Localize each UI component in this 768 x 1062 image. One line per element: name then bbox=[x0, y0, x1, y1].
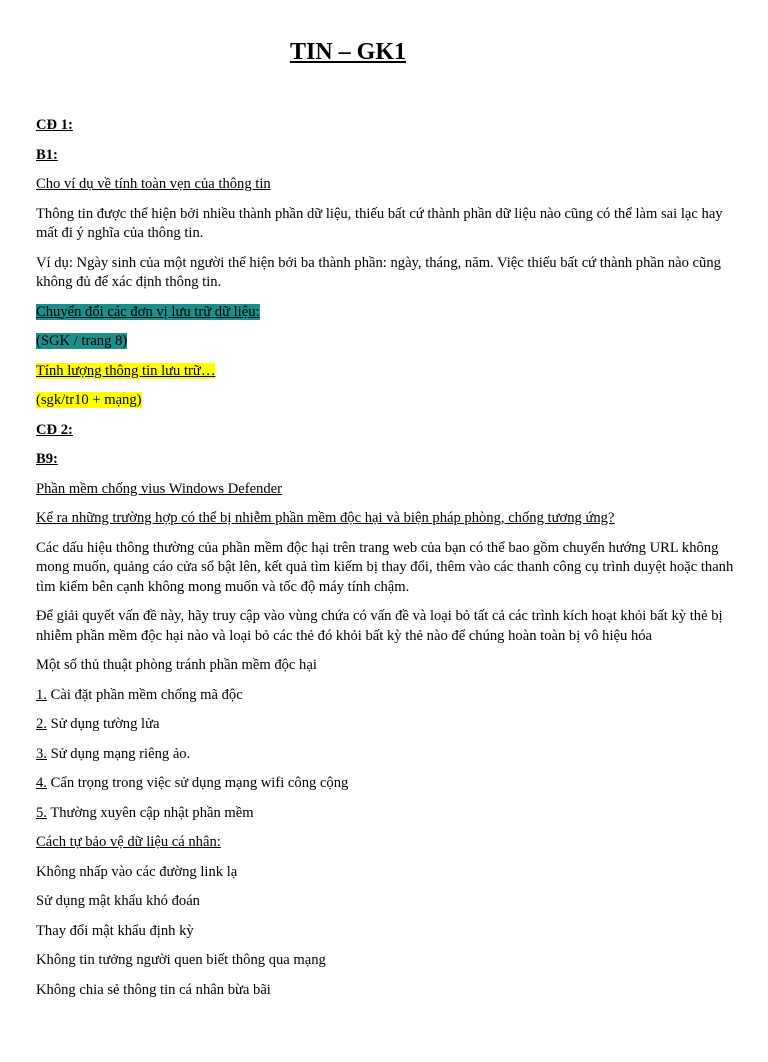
list-item-text: Thường xuyên cập nhật phần mềm bbox=[46, 804, 254, 821]
subsection-heading-b9: B9: bbox=[36, 451, 58, 467]
list-number: 2. bbox=[36, 716, 47, 732]
list-number: 3. bbox=[36, 745, 47, 762]
list-item bbox=[36, 686, 736, 706]
yellow-highlight-text: (sgk/tr10 + mạng) bbox=[36, 392, 142, 408]
list-number: 5. bbox=[36, 804, 47, 821]
paragraph: Một số thủ thuật phòng tránh phần mềm độc hại bbox=[36, 657, 317, 673]
highlighted-heading bbox=[36, 362, 736, 382]
highlighted-reference bbox=[36, 332, 736, 352]
paragraph: Thông tin được thể hiện bởi nhiều thành phần dữ liệu, thiếu bất cứ thành phần dữ liệu nào cũng có thể làm sai lạc hay mất đi ý nghĩa của thông tin. bbox=[36, 205, 723, 241]
list-item: Không chia sẻ thông tin cá nhân bừa bãi bbox=[36, 981, 271, 998]
list-item bbox=[36, 774, 736, 794]
list-item: Không nhấp vào các đường link lạ bbox=[36, 863, 238, 880]
list-item: Sử dụng mật khẩu khó đoán bbox=[36, 893, 200, 909]
paragraph: Để giải quyết vấn đề này, hãy truy cập vào vùng chứa có vấn đề và loại bỏ tất cả các trình kích hoạt khỏi bất kỳ thẻ bị nhiễm phần mềm độc hại nào và loại bỏ các thẻ đó khỏi bất kỳ thẻ nào để chúng hoàn toàn bị vô hiệu hóa bbox=[36, 608, 723, 644]
list-item bbox=[36, 804, 736, 824]
list-item: Thay đổi mật khẩu định kỳ bbox=[36, 922, 194, 939]
highlighted-reference bbox=[36, 391, 736, 411]
list-item-text: Sử dụng mạng riêng ảo. bbox=[46, 745, 191, 762]
paragraph: Ví dụ: Ngày sinh của một người thể hiện bởi ba thành phần: ngày, tháng, năm. Việc thiếu bất cứ thành phần nào cũng không đủ để xác định thông tin. bbox=[36, 254, 721, 290]
document-body bbox=[36, 116, 736, 1010]
question-heading: Kể ra những trường hợp có thể bị nhiễm phần mềm độc hại và biện pháp phòng, chống tương ứng? bbox=[36, 510, 615, 526]
teal-highlight-text: (SGK / trang 8) bbox=[36, 333, 128, 349]
section-heading-cd1: CĐ 1: bbox=[36, 117, 73, 133]
list-item bbox=[36, 715, 736, 735]
yellow-highlight-text: Tính lượng thông tin lưu trữ… bbox=[36, 362, 216, 379]
paragraph: Các dấu hiệu thông thường của phần mềm độc hại trên trang web của bạn có thể bao gồm chuyển hướng URL không mong muốn, quảng cáo cửa sổ bật lên, kết quả tìm kiếm bị thay đổi, thêm vào các thanh công cụ trình duyệt hoặc thanh tìm kiếm bên cạnh không mong muốn và tốc độ máy tính chậm. bbox=[36, 539, 734, 595]
section-heading-cd2: CĐ 2: bbox=[36, 421, 73, 438]
list-number: 1. bbox=[36, 686, 47, 703]
list-item-text: Cài đặt phần mềm chống mã độc bbox=[46, 686, 243, 703]
list-item bbox=[36, 745, 736, 765]
subsection-heading-b1: B1: bbox=[36, 146, 58, 163]
question-heading: Phần mềm chống vius Windows Defender bbox=[36, 480, 282, 497]
question-heading: Cho ví dụ về tính toàn vẹn của thông tin bbox=[36, 176, 271, 192]
list-item-text: Cẩn trọng trong việc sử dụng mạng wifi công cộng bbox=[46, 775, 349, 791]
teal-highlight-text: Chuyển đổi các đơn vị lưu trữ dữ liệu: bbox=[36, 303, 260, 320]
page-title: TIN – GK1 bbox=[289, 39, 406, 65]
list-number: 4. bbox=[36, 775, 47, 791]
list-item-text: Sử dụng tường lửa bbox=[46, 716, 160, 732]
list-item: Không tin tưởng người quen biết thông qua mạng bbox=[36, 952, 326, 968]
highlighted-heading bbox=[36, 303, 736, 323]
question-heading: Cách tự bảo vệ dữ liệu cá nhân: bbox=[36, 834, 221, 850]
